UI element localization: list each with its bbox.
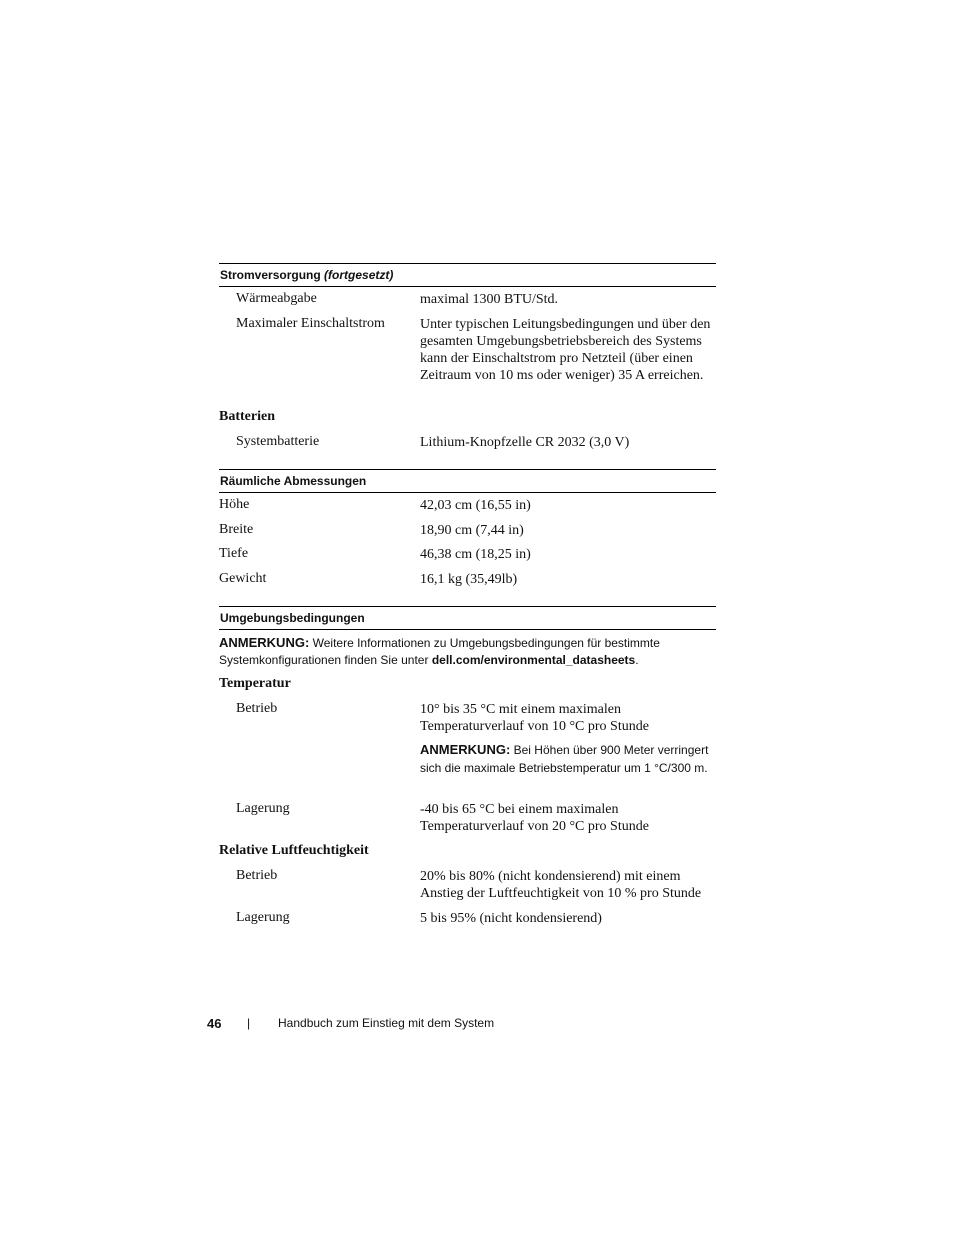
width-value: 18,90 cm (7,44 in): [420, 523, 524, 538]
system-battery-label: Systembatterie: [236, 434, 320, 449]
depth-label: Tiefe: [219, 546, 249, 561]
humidity-storage-value: 5 bis 95% (nicht kondensierend): [420, 911, 602, 926]
power-section-heading: [219, 263, 716, 287]
humidity-operating-value: 20% bis 80% (nicht kondensierend) mit einem Anstieg der Luftfeuchtigkeit von 10 % pro Stunde: [420, 869, 702, 901]
temperature-operating-label: Betrieb: [236, 701, 278, 716]
temperature-operating-note: [420, 741, 716, 777]
dimensions-section-heading: Räumliche Abmessungen: [219, 469, 716, 493]
temperature-storage-value: -40 bis 65 °C bei einem maximalen Temperaturverlauf von 20 °C pro Stunde: [420, 802, 649, 834]
environment-note-end: .: [635, 653, 639, 667]
humidity-storage-label: Lagerung: [236, 910, 290, 925]
heat-value: maximal 1300 BTU/Std.: [420, 292, 559, 307]
height-label: Höhe: [219, 497, 250, 512]
environment-section-heading: Umgebungsbedingungen: [219, 606, 716, 630]
temperature-note-text: Bei Höhen über 900 Meter verringert sich die maximale Betriebstemperatur um 1 °C/300 m.: [420, 743, 709, 775]
temperature-note-keyword: ANMERKUNG:: [420, 742, 511, 757]
page-number: 46: [207, 1016, 222, 1031]
environment-note: [219, 634, 719, 669]
environment-note-keyword: ANMERKUNG:: [219, 635, 310, 650]
heat-label: Wärmeabgabe: [236, 291, 317, 306]
depth-value: 46,38 cm (18,25 in): [420, 547, 531, 562]
inrush-value: Unter typischen Leitungsbedingungen und über den gesamten Umgebungsbetriebsbereich des Systems kann der Einschaltstrom pro Netzteil (über einen Zeitraum von 10 ms oder weniger) 35 A erreichen.: [420, 317, 711, 383]
power-title-suffix: (fortgesetzt): [324, 268, 394, 282]
environment-note-text: Weitere Informationen zu Umgebungsbedingungen für bestimmte Systemkonfigurationen finden Sie unter: [219, 636, 660, 667]
weight-label: Gewicht: [219, 571, 267, 586]
power-title: Stromversorgung: [220, 268, 321, 282]
humidity-heading: Relative Luftfeuchtigkeit: [219, 843, 369, 858]
system-battery-value: Lithium-Knopfzelle CR 2032 (3,0 V): [420, 435, 630, 450]
temperature-operating-value: 10° bis 35 °C mit einem maximalen Temperaturverlauf von 10 °C pro Stunde: [420, 702, 649, 734]
humidity-operating-label: Betrieb: [236, 868, 278, 883]
footer-title: Handbuch zum Einstieg mit dem System: [278, 1016, 495, 1030]
environmental-datasheets-link[interactable]: dell.com/environmental_datasheets: [431, 653, 636, 667]
height-value: 42,03 cm (16,55 in): [420, 498, 531, 513]
width-label: Breite: [219, 522, 254, 537]
footer-separator: |: [247, 1016, 251, 1030]
weight-value: 16,1 kg (35,49lb): [420, 572, 518, 587]
temperature-storage-label: Lagerung: [236, 801, 290, 816]
inrush-label: Maximaler Einschaltstrom: [236, 316, 385, 331]
temperature-heading: Temperatur: [219, 676, 291, 691]
batteries-heading: Batterien: [219, 409, 275, 424]
